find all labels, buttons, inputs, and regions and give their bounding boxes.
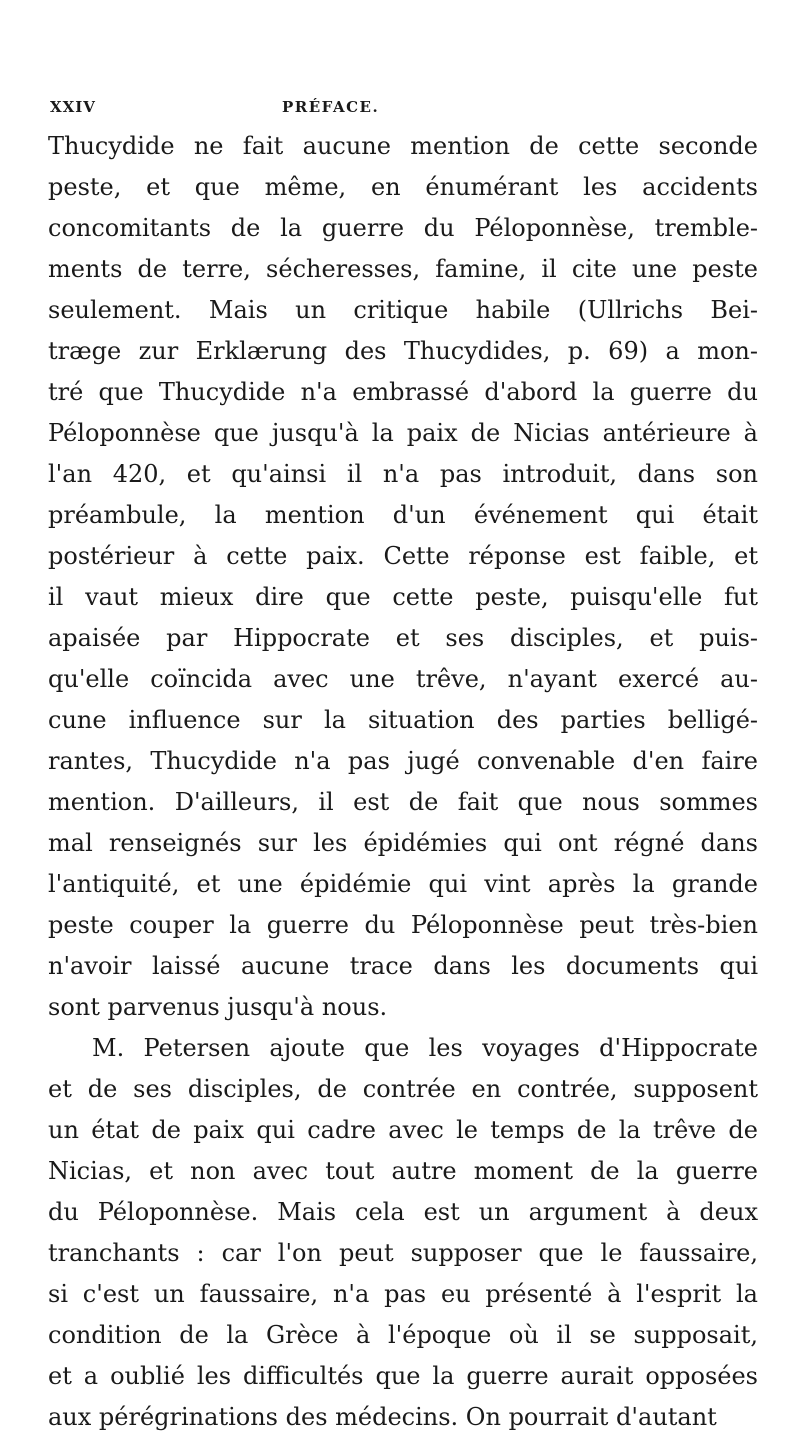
text-line: cune influence sur la situation des parties belligé- bbox=[48, 706, 758, 734]
text-line: Péloponnèse que jusqu'à la paix de Nicias antérieure à bbox=[48, 419, 758, 447]
text-line: et a oublié les difficultés que la guerre aurait opposées bbox=[48, 1362, 758, 1390]
body-text bbox=[48, 126, 758, 1438]
text-line: l'an 420, et qu'ainsi il n'a pas introduit, dans son bbox=[48, 460, 758, 488]
text-line: il vaut mieux dire que cette peste, puisqu'elle fut bbox=[48, 583, 758, 611]
text-line: mal renseignés sur les épidémies qui ont régné dans bbox=[48, 829, 758, 857]
text-line: seulement. Mais un critique habile (Ullrichs Bei- bbox=[48, 296, 758, 324]
text-line: peste couper la guerre du Péloponnèse peut très-bien bbox=[48, 911, 758, 939]
text-line: concomitants de la guerre du Péloponnèse, tremble- bbox=[48, 214, 758, 242]
text-line: un état de paix qui cadre avec le temps de la trêve de bbox=[48, 1116, 758, 1144]
text-line: et de ses disciples, de contrée en contrée, supposent bbox=[48, 1075, 758, 1103]
text-line: qu'elle coïncida avec une trêve, n'ayant exercé au- bbox=[48, 665, 758, 693]
text-line: postérieur à cette paix. Cette réponse est faible, et bbox=[48, 542, 758, 570]
text-line: Thucydide ne fait aucune mention de cette seconde bbox=[48, 132, 758, 160]
text-line: træge zur Erklærung des Thucydides, p. 69) a mon- bbox=[48, 337, 758, 365]
text-line: tranchants : car l'on peut supposer que le faussaire, bbox=[48, 1239, 758, 1267]
text-line: ments de terre, sécheresses, famine, il cite une peste bbox=[48, 255, 758, 283]
text-line: l'antiquité, et une épidémie qui vint après la grande bbox=[48, 870, 758, 898]
text-line: apaisée par Hippocrate et ses disciples, et puis- bbox=[48, 624, 758, 652]
text-line: sont parvenus jusqu'à nous. bbox=[48, 993, 388, 1021]
text-line: n'avoir laissé aucune trace dans les documents qui bbox=[48, 952, 758, 980]
running-title: PRÉFACE. bbox=[282, 98, 380, 116]
text-line: tré que Thucydide n'a embrassé d'abord la guerre du bbox=[48, 378, 758, 406]
page-number: XXIV bbox=[50, 98, 96, 116]
running-head bbox=[50, 98, 750, 122]
text-line: Nicias, et non avec tout autre moment de la guerre bbox=[48, 1157, 758, 1185]
text-line: aux pérégrinations des médecins. On pourrait d'autant bbox=[48, 1403, 717, 1431]
text-line: préambule, la mention d'un événement qui était bbox=[48, 501, 758, 529]
text-line: peste, et que même, en énumérant les accidents bbox=[48, 173, 758, 201]
text-line: du Péloponnèse. Mais cela est un argument à deux bbox=[48, 1198, 758, 1226]
text-line: condition de la Grèce à l'époque où il se supposait, bbox=[48, 1321, 758, 1349]
text-line: rantes, Thucydide n'a pas jugé convenable d'en faire bbox=[48, 747, 758, 775]
text-line: si c'est un faussaire, n'a pas eu présenté à l'esprit la bbox=[48, 1280, 758, 1308]
text-line: M. Petersen ajoute que les voyages d'Hippocrate bbox=[92, 1034, 758, 1062]
text-line: mention. D'ailleurs, il est de fait que nous sommes bbox=[48, 788, 758, 816]
